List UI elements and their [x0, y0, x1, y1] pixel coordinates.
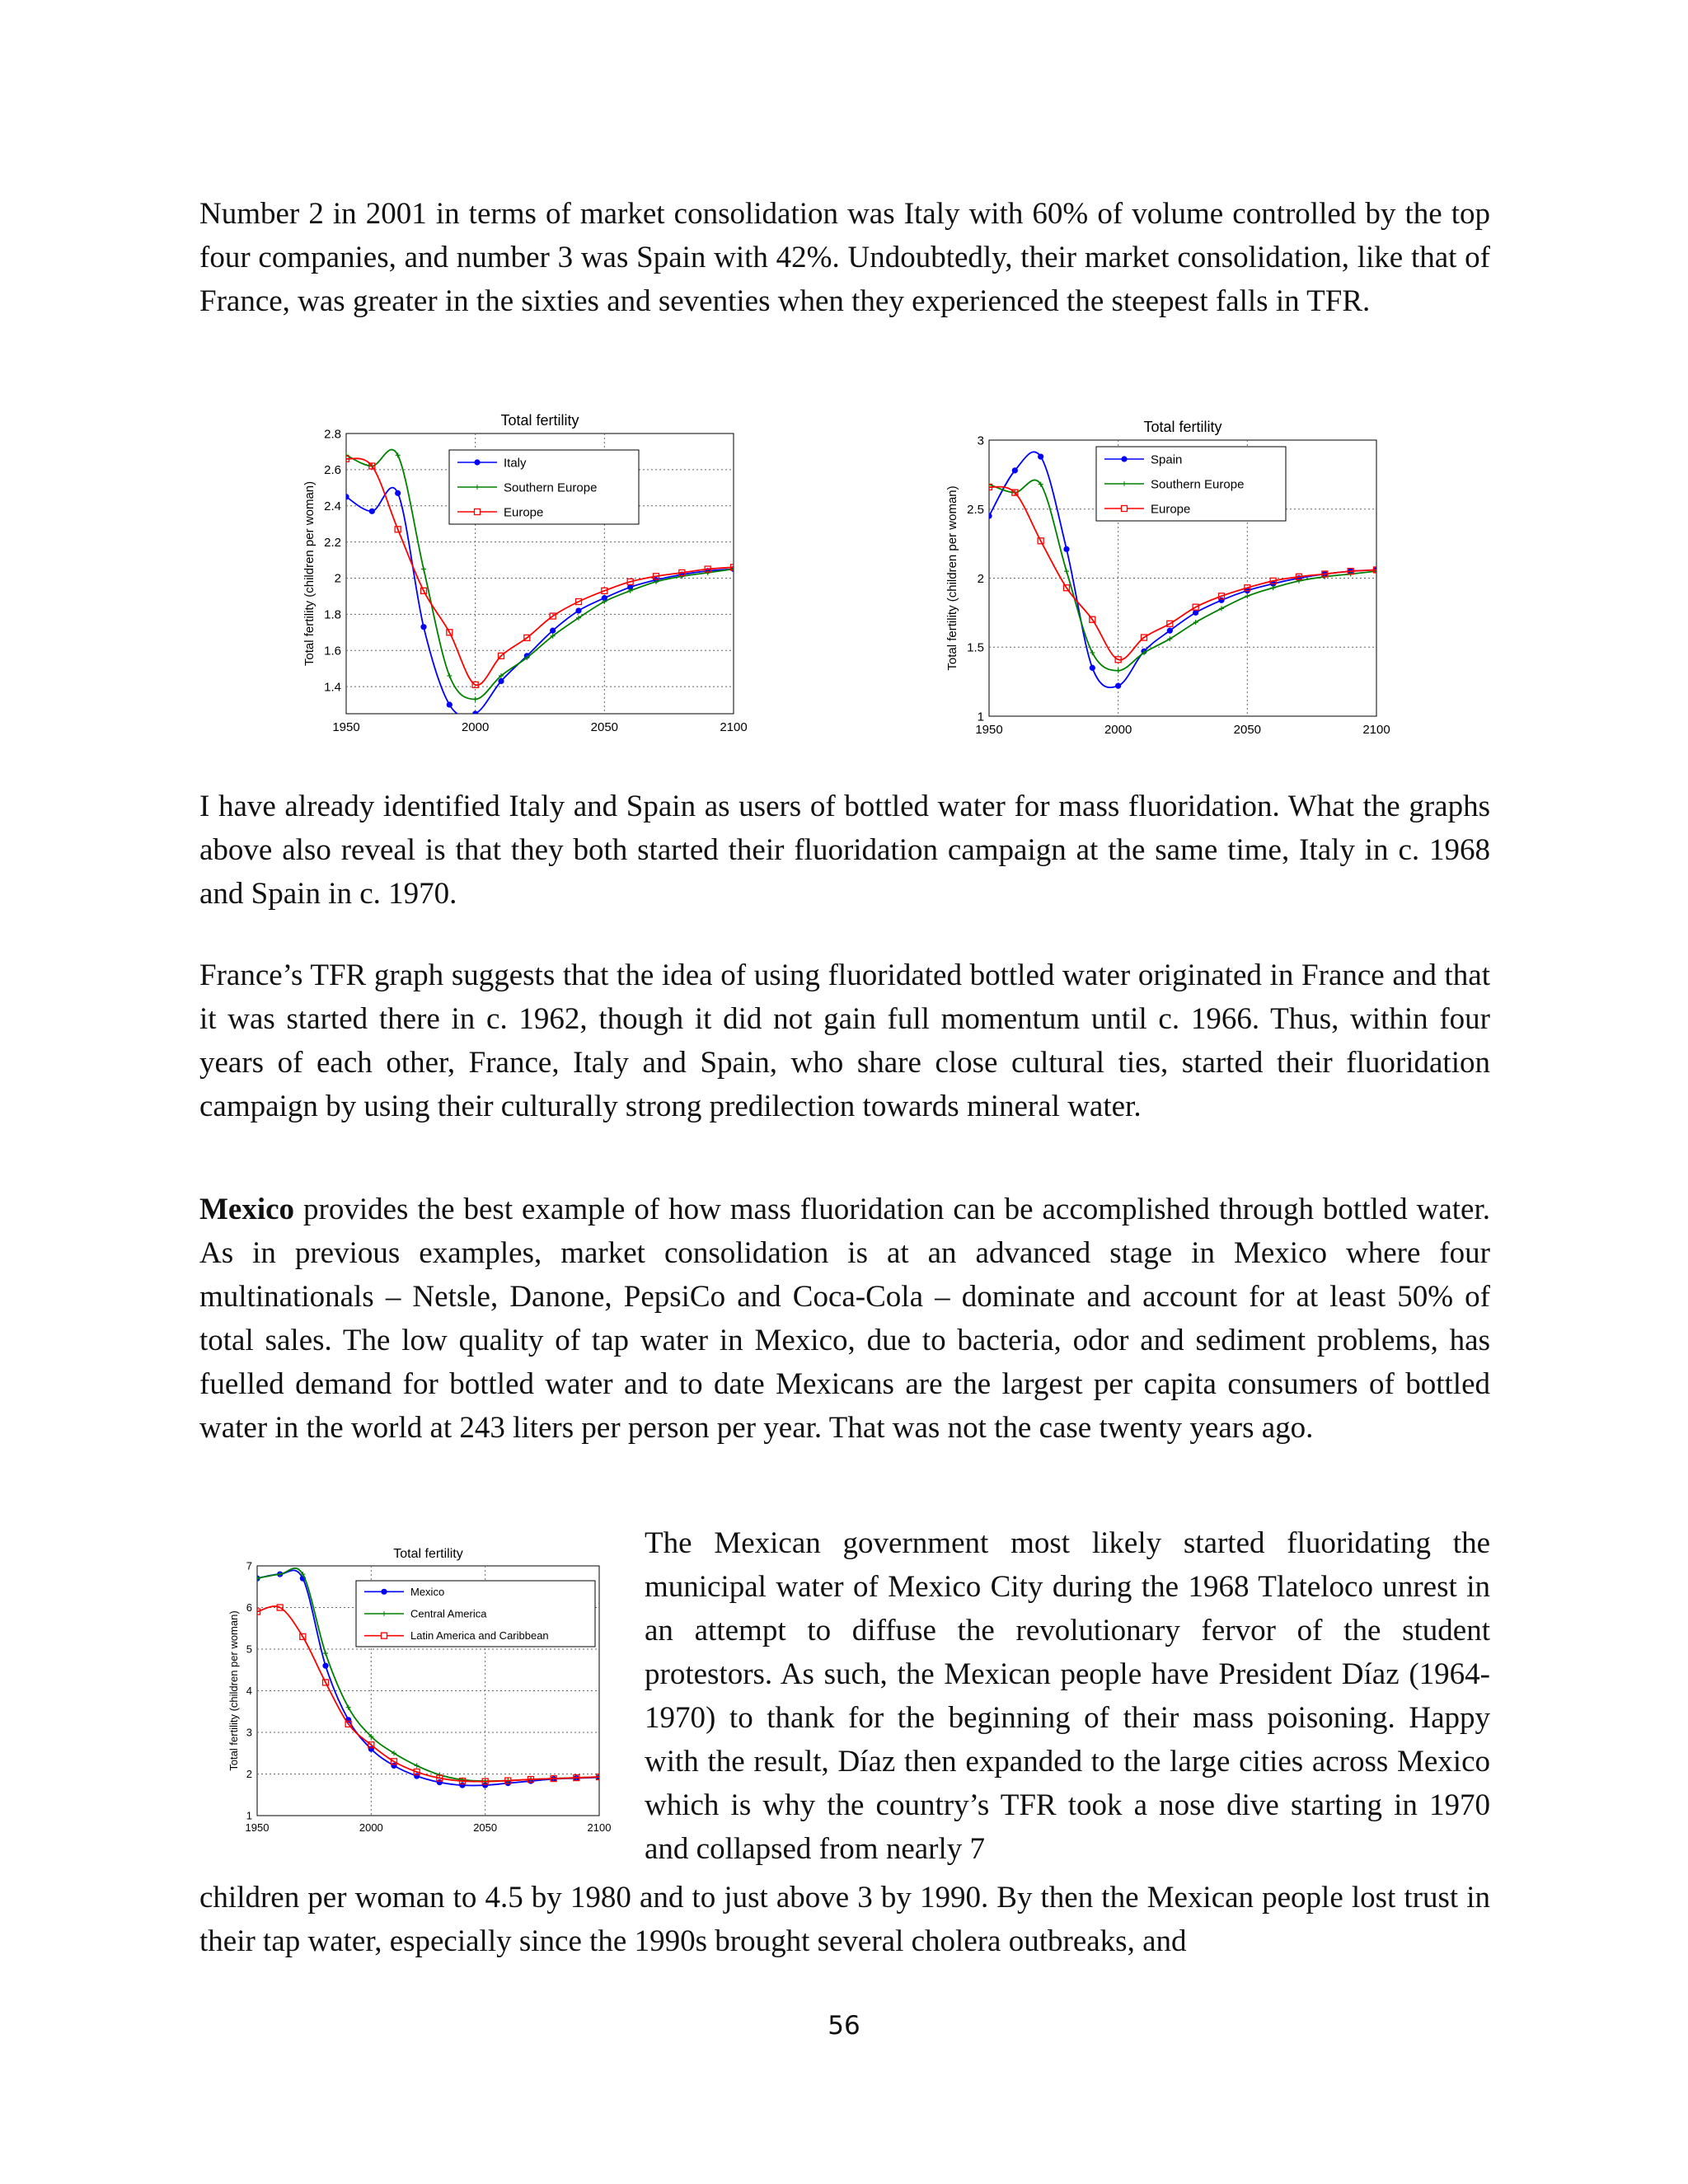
chart-mexico-svg [227, 1533, 618, 1834]
data-point [459, 1783, 465, 1788]
paragraph-market-consolidation: Number 2 in 2001 in terms of market consolidation was Italy with 60% of volume controlled by the top four companies, and number 3 was Spain with 42%. Undoubtedly, their market consolidation, like that of France, was greater in the sixties and seventies when they experienced the steepest falls in TFR. [199, 197, 1490, 318]
legend-marker [474, 459, 480, 465]
legend-label: Mexico [410, 1585, 445, 1598]
y-tick-label: 2 [246, 1768, 252, 1781]
y-tick-label: 2 [334, 571, 341, 586]
legend-marker [1122, 506, 1128, 512]
data-point [420, 624, 426, 630]
legend [449, 450, 639, 524]
data-point [472, 710, 478, 716]
y-tick-label: 2.8 [324, 427, 341, 442]
y-tick-label: 1.5 [967, 640, 984, 655]
x-tick-label: 2000 [1104, 723, 1132, 737]
data-point [322, 1663, 328, 1669]
paragraph-mexico-body: provides the best example of how mass fluoridation can be accomplished through bottled water. As in previous examples, market consolidation is at an advanced stage in Mexico where four multinationals – Netsle, Danone, PepsiCo and Coca-Cola – dominate and account for at least 50% of total sales. The low quality of tap water in Mexico, due to bacteria, odor and sediment problems, has fuelled demand for bottled water and to date Mexicans are the largest per capita consumers of bottled water in the world at 243 liters per person per year. That was not the case twenty years ago. [199, 1193, 1490, 1445]
x-tick-label: 2100 [720, 720, 748, 734]
y-tick-label: 1.6 [324, 644, 341, 658]
y-tick-label: 1.8 [324, 607, 341, 622]
y-tick-label: 1.4 [324, 680, 341, 695]
chart-title: Total fertility [500, 412, 579, 429]
data-point [369, 509, 375, 514]
data-point [575, 607, 581, 613]
chart-title: Total fertility [1143, 419, 1222, 435]
page-number: 56 [828, 2011, 860, 2041]
paragraph-france: France’s TFR graph suggests that the idea of using fluoridated bottled water originated in France and that it was started there in c. 1962, though it did not gain full momentum until c. 1966. Thus, within four years of each other, France, Italy and Spain, who share close cultural ties, started their fluoridation campaign by using their culturally strong predilection towards mineral water. [199, 958, 1490, 1123]
x-tick-label: 2000 [359, 1821, 383, 1834]
paragraph-mexico [199, 1188, 1490, 1450]
data-point [1193, 610, 1198, 616]
y-tick-label: 2 [977, 571, 984, 586]
legend-label: Europe [1151, 502, 1191, 517]
data-point [1115, 683, 1121, 689]
x-tick-label: 1950 [245, 1821, 270, 1834]
legend-marker [382, 1633, 387, 1638]
x-tick-label: 2050 [590, 720, 619, 734]
y-tick-label: 3 [977, 434, 984, 448]
y-tick-label: 2.5 [967, 503, 984, 517]
y-axis-label: Total fertility (children per woman) [227, 1610, 240, 1771]
paragraph-mexican-government-continued: children per woman to 4.5 by 1980 and to just above 3 by 1990. By then the Mexican people lost trust in their tap water, especially since the 1990s brought several cholera outbreaks, and [199, 1881, 1490, 1958]
x-tick-label: 2050 [473, 1821, 498, 1834]
legend-label: Spain [1151, 452, 1183, 467]
y-axis-label: Total fertility (children per woman) [302, 480, 316, 667]
y-tick-label: 2.6 [324, 463, 341, 478]
x-tick-label: 1950 [332, 720, 360, 734]
y-tick-label: 3 [246, 1726, 252, 1739]
legend-label: Italy [504, 456, 527, 471]
legend [356, 1581, 595, 1647]
data-point [343, 494, 349, 499]
data-point [395, 490, 401, 496]
data-point [550, 627, 556, 633]
data-point [1063, 546, 1069, 552]
data-point [1038, 454, 1043, 460]
paragraph-italy-spain: I have already identified Italy and Spain as users of bottled water for mass fluoridation. What the graphs above also reveal is that they both started their fluoridation campaign at the same time, Italy in c. 1968 and Spain in c. 1970. [199, 790, 1490, 911]
data-point [1218, 598, 1224, 603]
y-tick-label: 5 [246, 1643, 252, 1656]
chart-italy-tfr [293, 402, 754, 748]
chart-italy-svg [293, 402, 754, 748]
legend-label: Europe [504, 505, 544, 520]
legend-label: Southern Europe [1151, 477, 1245, 492]
legend-marker [1121, 456, 1127, 462]
y-tick-label: 1 [246, 1809, 252, 1822]
x-tick-label: 2000 [461, 720, 490, 734]
legend-marker [381, 1589, 387, 1595]
data-point [437, 1779, 443, 1785]
y-tick-label: 6 [246, 1601, 252, 1615]
y-tick-label: 7 [246, 1559, 252, 1572]
data-point [1012, 467, 1018, 473]
data-point [1090, 665, 1095, 671]
y-tick-label: 2.2 [324, 535, 341, 550]
y-tick-label: 2.4 [324, 499, 341, 513]
chart-spain-svg [931, 399, 1393, 745]
x-tick-label: 2050 [1233, 723, 1262, 737]
legend-label: Latin America and Caribbean [410, 1629, 549, 1643]
chart-spain-tfr [931, 399, 1393, 745]
chart-title: Total fertility [393, 1547, 463, 1561]
x-tick-label: 1950 [975, 723, 1003, 737]
data-point [447, 701, 452, 707]
legend-label: Central America [410, 1607, 487, 1620]
data-point [498, 678, 504, 684]
legend [1096, 447, 1286, 521]
legend-marker [475, 509, 481, 515]
data-point [986, 513, 992, 519]
data-point [1167, 628, 1173, 634]
x-tick-label: 2100 [587, 1821, 612, 1834]
y-tick-label: 4 [246, 1685, 252, 1698]
y-tick-label: 1 [977, 710, 984, 724]
data-point [414, 1773, 420, 1779]
mexico-bold-lead: Mexico [199, 1193, 295, 1226]
legend-label: Southern Europe [504, 480, 598, 495]
data-point [391, 1763, 396, 1769]
x-tick-label: 2100 [1362, 723, 1390, 737]
y-axis-label: Total fertility (children per woman) [945, 485, 959, 671]
chart-mexico-tfr [227, 1533, 618, 1834]
paragraph-mexican-government: The Mexican government most likely started fluoridating the municipal water of Mexico City during the 1968 Tlateloco unrest in an attempt to diffuse the revolutionary fervor of the student protestors. As such, the Mexican people have President Díaz (1964-1970) to thank for the beginning of their mass poisoning. Happy with the result, Díaz then expanded to the large cities across Mexico which is why the country’s TFR took a nose dive starting in 1970 and collapsed from nearly 7 [645, 1526, 1490, 1866]
